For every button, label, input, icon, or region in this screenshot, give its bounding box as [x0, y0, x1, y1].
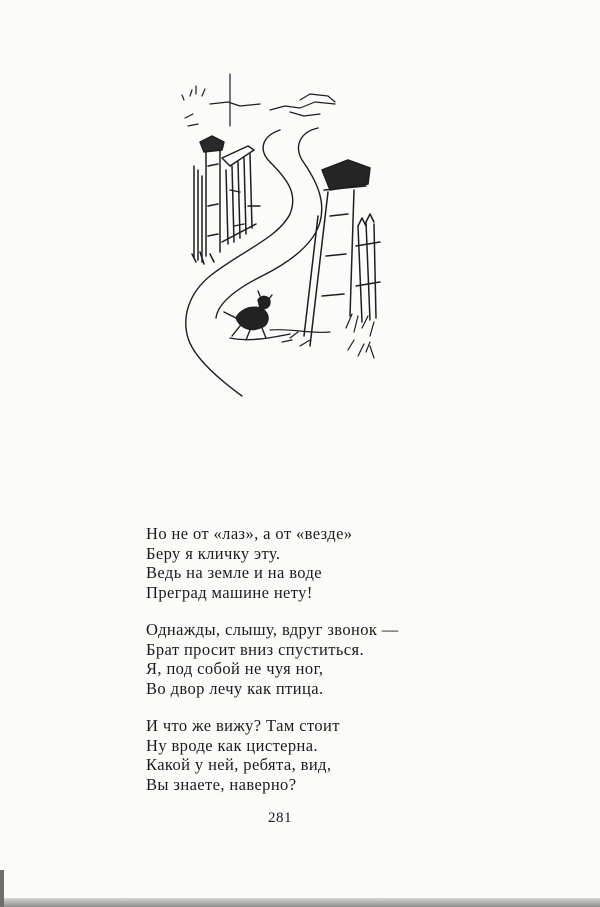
poem-line: И что же вижу? Там стоит [146, 716, 340, 735]
poem-line: Ну вроде как цистерна. [146, 735, 319, 755]
poem-line: Вы знаете, наверно? [146, 774, 297, 794]
left-gate [192, 136, 256, 264]
poem-line: Беру я кличку эту. [146, 543, 281, 563]
poem-line: Преград машине нету! [146, 582, 313, 602]
dog [224, 291, 290, 340]
distant-village [182, 74, 335, 126]
page-number: 281 [268, 810, 292, 826]
page-edge-shadow [0, 898, 600, 907]
stanza-3 [146, 716, 466, 794]
road-gate-dog-illustration [170, 66, 400, 401]
binding-edge [0, 870, 4, 907]
poem-line: Но не от «лаз», а от «везде» [146, 524, 353, 543]
stanza-1 [146, 524, 466, 602]
poem-line: Брат просит вниз спуститься. [146, 639, 365, 659]
right-gate [304, 160, 380, 346]
grass [270, 314, 374, 358]
poem-line: Однажды, слышу, вдруг звонок — [146, 620, 399, 639]
poem [146, 524, 466, 812]
stanza-2 [146, 620, 466, 698]
poem-line: Во двор лечу как птица. [146, 678, 324, 698]
poem-line: Ведь на земле и на воде [146, 563, 323, 582]
poem-line: Я, под собой не чуя ног, [146, 659, 324, 678]
poem-line: Какой у ней, ребята, вид, [146, 755, 332, 774]
